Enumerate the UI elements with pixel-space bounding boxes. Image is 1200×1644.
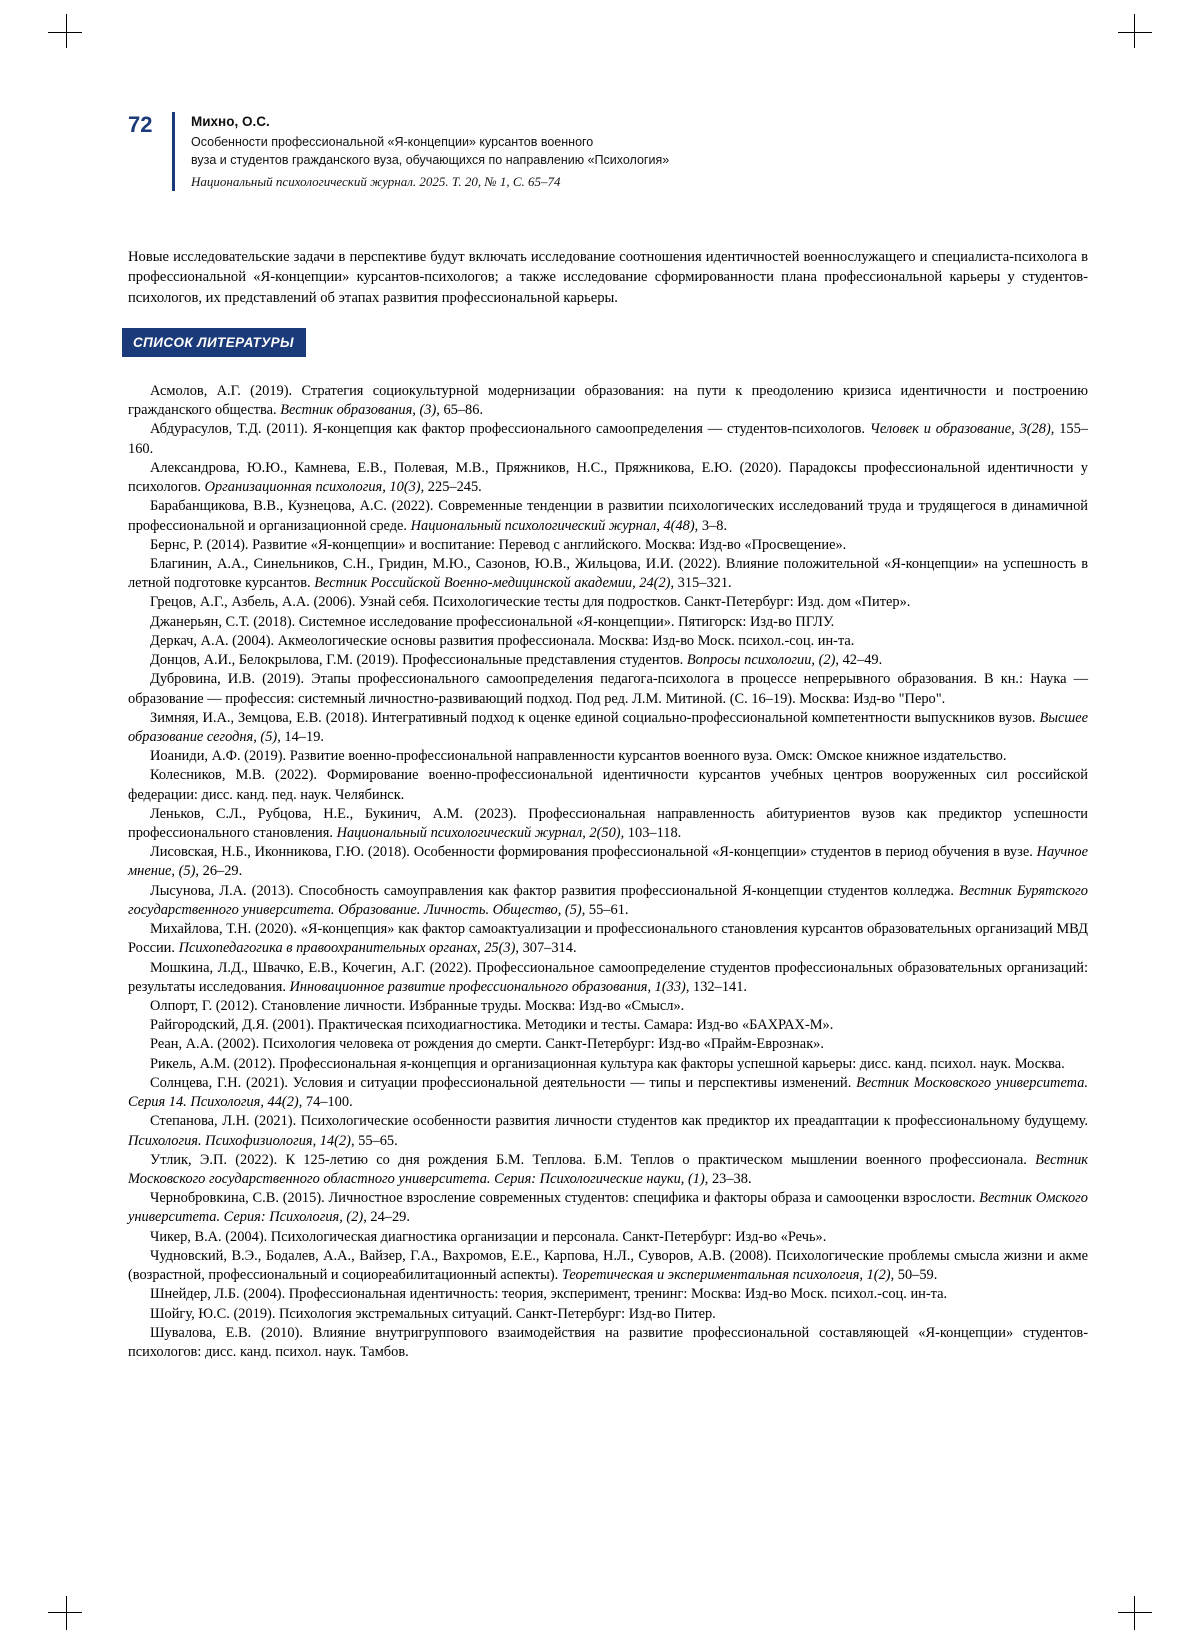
reference-entry: [128, 459, 1088, 497]
reference-entry: [128, 420, 1088, 458]
reference-text: , 307–314.: [515, 940, 577, 957]
header-article-title-line-1: Особенности профессиональной «Я-концепции» курсантов военного: [191, 135, 594, 150]
references-section-heading: СПИСОК ЛИТЕРАТУРЫ: [122, 328, 306, 357]
reference-text: , 50–59.: [890, 1267, 938, 1284]
reference-text: Благинин, А.А., Синельников, С.Н., Гридин, М.Ю., Сазонов, Ю.В., Жильцова, И.И. (2022). Влияние положительной «Я-концепции» на успешность в летной подготовке курсантов.: [128, 555, 1088, 592]
reference-entry: [128, 1247, 1088, 1285]
reference-entry: [128, 497, 1088, 535]
header-divider: [172, 112, 175, 191]
header-article-title-line-2: вуза и студентов гражданского вуза, обучающихся по направлению «Психология»: [191, 153, 670, 168]
reference-entry: [128, 632, 1088, 651]
reference-entry: [128, 805, 1088, 843]
header-journal-citation: Национальный психологический журнал. 2025. Т. 20, № 1, С. 65–74: [191, 173, 561, 189]
header-text-block: [191, 112, 669, 191]
reference-text: , 55–61.: [581, 901, 629, 918]
reference-text: Деркач, А.А. (2004). Акмеологические основы развития профессионала. Москва: Изд-во Моск. психол.-соц. ин-та.: [150, 632, 855, 649]
reference-text: Солнцева, Г.Н. (2021). Условия и ситуации профессиональной деятельности — типы и перспективы изменений.: [150, 1074, 857, 1091]
reference-entry: [128, 766, 1088, 804]
reference-text: Олпорт, Г. (2012). Становление личности. Избранные труды. Москва: Изд-во «Смысл».: [150, 998, 685, 1014]
crop-mark-top-right: [1134, 14, 1135, 48]
reference-entry: [128, 920, 1088, 958]
reference-text: Леньков, С.Л., Рубцова, Н.Е., Букинич, А.М. (2023). Профессиональная направленность абитуриентов вузов как предиктор успешности профессионального становления.: [128, 805, 1088, 842]
reference-entry: [128, 959, 1088, 997]
reference-text: Абдурасулов, Т.Д. (2011). Я-концепция как фактор профессионального самоопределения — студентов-психологов.: [150, 421, 870, 438]
reference-text: Александрова, Ю.Ю., Камнева, Е.В., Полевая, М.В., Пряжников, Н.С., Пряжникова, Е.Ю. (2020). Парадоксы профессиональной идентичности у психологов.: [128, 459, 1088, 496]
reference-text: Бернс, Р. (2014). Развитие «Я-концепции» и воспитание: Перевод с английского. Москва: Изд-во «Просвещение».: [150, 536, 847, 553]
reference-text: Михайлова, Т.Н. (2020). «Я-концепция» как фактор самоактуализации и профессионального становления курсантов образовательных организаций МВД России.: [128, 921, 1088, 957]
crop-mark-bottom-left-h: [48, 1612, 82, 1613]
reference-source-italic: Национальный психологический журнал, 2(50): [336, 825, 621, 842]
reference-text: Шойгу, Ю.С. (2019). Психология экстремальных ситуаций. Санкт-Петербург: Изд-во Питер.: [150, 1305, 716, 1322]
reference-text: , 23–38.: [704, 1170, 752, 1187]
reference-text: Шнейдер, Л.Б. (2004). Профессиональная идентичность: теория, эксперимент, тренинг: Москва: Изд-во Моск. психол.-соц. ин-та.: [150, 1286, 948, 1303]
reference-entry: [128, 1151, 1088, 1189]
reference-text: Мошкина, Л.Д., Швачко, Е.В., Кочегин, А.Г. (2022). Профессиональное самоопределение студентов профессиональных образовательных организаций: результаты исследования.: [128, 959, 1088, 995]
reference-source-italic: Вопросы психологии, (2): [686, 652, 836, 669]
reference-source-italic: Научное мнение, (5): [128, 844, 1088, 880]
reference-text: , 14–19.: [277, 728, 324, 745]
reference-text: Реан, А.А. (2002). Психология человека от рождения до смерти. Санкт-Петербург: Изд-во «Прайм-Еврознак».: [150, 1036, 824, 1053]
reference-text: Степанова, Л.Н. (2021). Психологические особенности развития личности студентов как предиктор их преадаптации к профессиональному будущему.: [150, 1113, 1088, 1130]
reference-text: Утлик, Э.П. (2022). К 125-летию со дня рождения Б.М. Теплова. Б.М. Теплов о практическом мышлении военного профессионала.: [150, 1151, 1036, 1168]
reference-text: , 155–160.: [128, 421, 1088, 457]
reference-text: Барабанщикова, В.В., Кузнецова, А.С. (2022). Современные тенденции в развитии психологических исследований труда и трудящегося в динамичной профессиональной и организационной среде.: [128, 498, 1088, 534]
reference-text: Лисовская, Н.Б., Иконникова, Г.Ю. (2018). Особенности формирования профессиональной «Я-концепции» студентов в период обучения в вузе.: [150, 844, 1037, 861]
reference-text: , 132–141.: [685, 978, 748, 995]
reference-text: Асмолов, А.Г. (2019). Стратегия социокультурной модернизации образования: на пути к преодолению кризиса идентичности и построению гражданского общества.: [128, 383, 1088, 419]
reference-text: Шувалова, Е.В. (2010). Влияние внутригруппового взаимодействия на развитие профессиональной составляющей «Я-концепции» студентов-психологов: дисс. канд. психол. наук. Тамбов.: [128, 1324, 1088, 1360]
crop-mark-top-left-h: [48, 32, 82, 33]
reference-text: , 65–86.: [436, 402, 484, 419]
reference-entry: [128, 382, 1088, 420]
reference-entry: [128, 670, 1088, 708]
reference-entry: [128, 997, 1088, 1016]
reference-source-italic: Высшее образование сегодня, (5): [128, 709, 1088, 745]
reference-text: , 42–49.: [835, 652, 883, 669]
reference-entry: [128, 709, 1088, 747]
crop-mark-bottom-right-h: [1118, 1612, 1152, 1613]
closing-paragraph: Новые исследовательские задачи в перспективе будут включать исследование соотношения идентичностей военнослужащего и специалиста-психолога в профессиональной «Я-концепции» курсантов-психологов; а также исследование сформированности плана профессиональной карьеры у студентов-психологов, их представлений об этапах развития профессиональной карьеры.: [128, 248, 1088, 307]
reference-entry: [128, 1228, 1088, 1247]
crop-mark-bottom-left: [66, 1596, 67, 1630]
reference-text: Джанерьян, С.Т. (2018). Системное исследование профессиональной «Я-концепции». Пятигорск: Изд-во ПГЛУ.: [150, 613, 835, 630]
reference-text: , 225–245.: [420, 479, 482, 496]
page-number: 72: [128, 112, 153, 137]
reference-source-italic: Психопедагогика в правоохранительных органах, 25(3): [178, 940, 516, 957]
reference-text: Грецов, А.Г., Азбель, А.А. (2006). Узнай себя. Психологические тесты для подростков. Санкт-Петербург: Изд. дом «Питер».: [150, 594, 911, 611]
reference-source-italic: Организационная психология, 10(3): [204, 479, 421, 496]
reference-text: Чудновский, В.Э., Бодалев, А.А., Вайзер, Г.А., Вахромов, Е.Е., Карпова, Н.Л., Суворов, А.В. (2008). Психологические проблемы смысла жизни и акме (возрастной, профессиональный и социореабилитационный аспекты).: [128, 1247, 1088, 1284]
reference-source-italic: Вестник Бурятского государственного университета. Образование. Личность. Общество, (5): [128, 882, 1088, 918]
references-list: [128, 382, 1088, 1362]
reference-entry: [128, 1189, 1088, 1227]
reference-entry: [128, 536, 1088, 555]
reference-source-italic: Вестник Российской Военно-медицинской академии, 24(2): [314, 575, 671, 592]
reference-text: Дубровина, И.В. (2019). Этапы профессионального самоопределения педагога-психолога в процессе непрерывного образования. В кн.: Наука — образование — профессия: системный личностно-развивающий подход. Под ред. Л.М. Митиной. (С. 16–19). Москва: Изд-во "Перо".: [128, 671, 1088, 707]
crop-mark-top-left: [66, 14, 67, 48]
reference-text: Донцов, А.И., Белокрылова, Г.М. (2019). Профессиональные представления студентов.: [150, 652, 687, 669]
crop-mark-top-right-h: [1118, 32, 1152, 33]
reference-entry: [128, 1055, 1088, 1074]
reference-text: , 103–118.: [620, 825, 682, 842]
reference-text: Лысунова, Л.А. (2013). Способность самоуправления как фактор развития профессиональной Я-концепции студентов колледжа.: [150, 882, 959, 899]
reference-source-italic: Вестник Московского государственного областного университета. Серия: Психологические науки, (1): [128, 1151, 1088, 1187]
reference-source-italic: Вестник Омского университета. Серия: Психология, (2): [128, 1190, 1088, 1226]
reference-entry: [128, 555, 1088, 593]
reference-entry: [128, 1305, 1088, 1324]
reference-text: Райгородский, Д.Я. (2001). Практическая психодиагностика. Методики и тесты. Самара: Изд-во «БАХРАХ-М».: [150, 1017, 834, 1034]
reference-entry: [128, 1035, 1088, 1054]
reference-entry: [128, 1074, 1088, 1112]
reference-entry: [128, 1324, 1088, 1362]
reference-text: , 24–29.: [363, 1209, 410, 1226]
reference-text: , 26–29.: [195, 863, 243, 880]
running-header: [128, 112, 1088, 191]
reference-text: Чернобровкина, С.В. (2015). Личностное взросление современных студентов: специфика и факторы образа и самооценки взрослости.: [150, 1190, 980, 1207]
reference-source-italic: Вестник Московского университета. Серия 14. Психология, 44(2): [128, 1074, 1089, 1111]
reference-text: Рикель, А.М. (2012). Профессиональная я-концепция и организационная культура как факторы успешной карьеры: дисс. канд. психол. наук. Москва.: [150, 1055, 1065, 1072]
reference-text: , 74–100.: [298, 1094, 353, 1111]
reference-entry: [128, 1285, 1088, 1304]
reference-entry: [128, 651, 1088, 670]
reference-source-italic: Инновационное развитие профессионального образования, 1(33): [289, 978, 686, 995]
reference-entry: [128, 1112, 1088, 1150]
reference-source-italic: Национальный психологический журнал, 4(48): [410, 517, 695, 534]
reference-entry: [128, 593, 1088, 612]
reference-text: Иоаниди, А.Ф. (2019). Развитие военно-профессиональной направленности курсантов военного вуза. Омск: Омское книжное издательство.: [150, 748, 1007, 765]
reference-text: , 315–321.: [670, 575, 732, 592]
reference-source-italic: Психология. Психофизиология, 14(2): [128, 1132, 351, 1149]
reference-text: , 55–65.: [350, 1132, 398, 1149]
reference-text: Колесников, М.В. (2022). Формирование военно-профессиональной идентичности курсантов учебных центров вооруженных сил российской федерации: дисс. канд. пед. наук. Челябинск.: [128, 767, 1088, 803]
reference-source-italic: Человек и образование, 3(28): [869, 421, 1051, 438]
reference-entry: [128, 843, 1088, 881]
reference-text: Чикер, В.А. (2004). Психологическая диагностика организации и персонала. Санкт-Петербург: Изд-во «Речь».: [150, 1228, 827, 1245]
header-author: Михно, О.С.: [191, 114, 270, 129]
reference-entry: [128, 613, 1088, 632]
reference-entry: [128, 1016, 1088, 1035]
reference-entry: [128, 747, 1088, 766]
reference-source-italic: Теоретическая и экспериментальная психология, 1(2): [561, 1267, 891, 1284]
reference-source-italic: Вестник образования, (3): [280, 402, 437, 419]
reference-text: , 3–8.: [694, 517, 728, 534]
reference-text: Зимняя, И.А., Земцова, Е.В. (2018). Интегративный подход к оценке единой социально-профессиональной компетентности выпускников вузов.: [150, 709, 1040, 726]
crop-mark-bottom-right: [1134, 1596, 1135, 1630]
reference-entry: [128, 882, 1088, 920]
